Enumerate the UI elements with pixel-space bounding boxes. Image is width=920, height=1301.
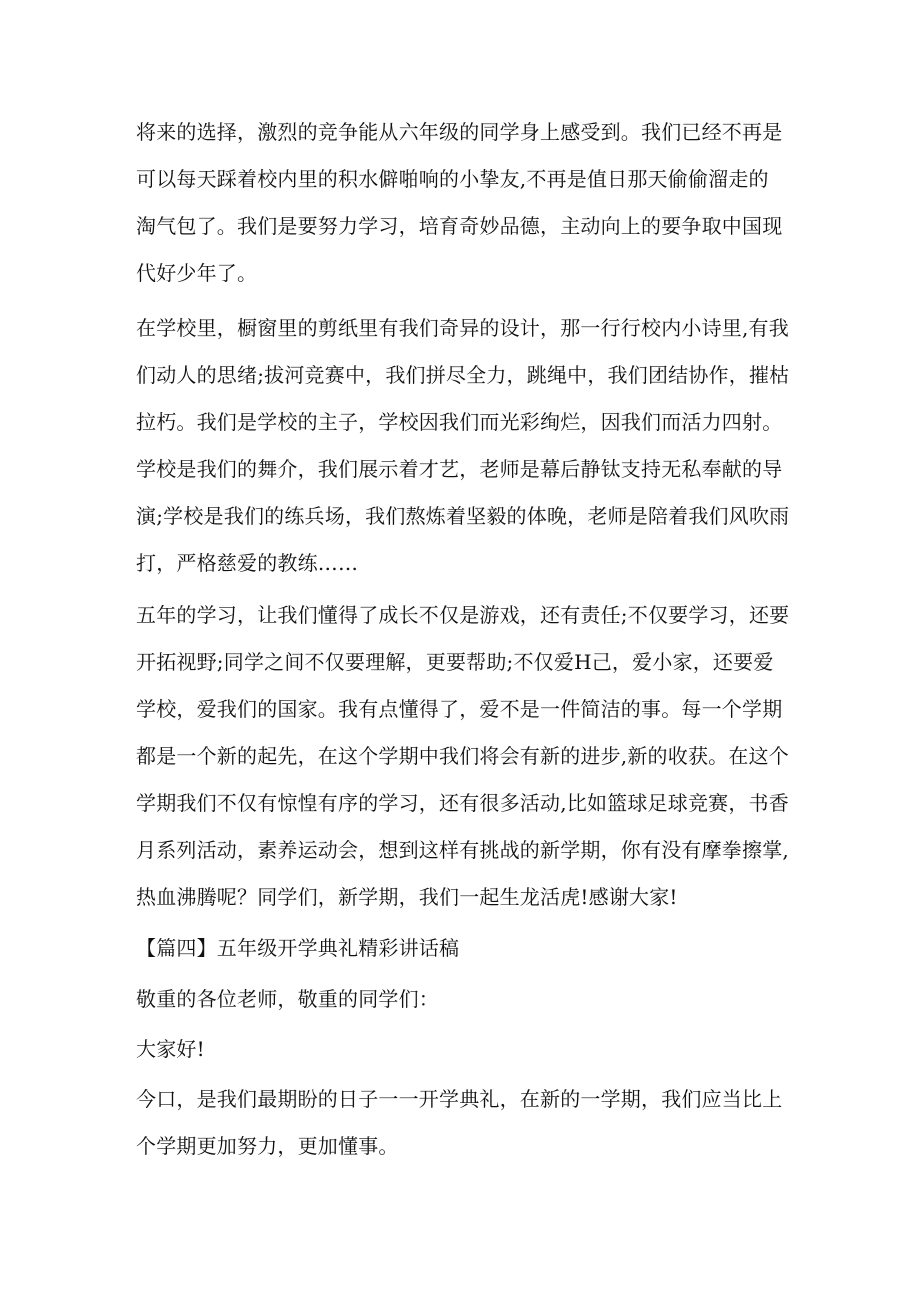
text-line: 淘气包了。我们是要努力学习，培育奇妙品德，主动向上的要争取中国现 <box>136 214 783 238</box>
text-line: 代好少年了。 <box>136 261 258 285</box>
text-line: 五年的学习，让我们懂得了成长不仅是游戏，还有责任;不仅要学习，还要 <box>136 603 790 627</box>
text-line: 月系列活动，素养运动会，想到这样有挑战的新学期，你有没有摩拳擦掌, <box>136 838 789 862</box>
text-line: 拉朽。我们是学校的主子，学校因我们而光彩绚烂，因我们而活力四射。 <box>136 410 783 434</box>
text-line: 在学校里，橱窗里的剪纸里有我们奇异的设计，那一行行校内小诗里,有我 <box>136 316 789 340</box>
text-line: 将来的选择，激烈的竞争能从六年级的同学身上感受到。我们已经不再是 <box>136 120 783 144</box>
text-line: 学期我们不仅有惊惶有序的学习，还有很多活动,比如篮球足球竞赛，书香 <box>136 791 789 815</box>
salutation: 敬重的各位老师，敬重的同学们： <box>136 987 439 1011</box>
text-line: 热血沸腾呢？同学们，新学期，我们一起生龙活虎!感谢大家! <box>136 885 678 909</box>
text-line: 们动人的思绪;拔河竞赛中，我们拼尽全力，跳绳中，我们团结协作，摧枯 <box>136 363 790 387</box>
text-line: 今口，是我们最期盼的日子一一开学典礼，在新的一学期，我们应当比上 <box>136 1087 783 1111</box>
text-line: 开拓视野;同学之间不仅要理解，更要帮助;不仅爱H己，爱小家，还要爱 <box>136 650 774 674</box>
text-line: 演;学校是我们的练兵场，我们熬炼着坚毅的体晚，老师是陪着我们风吹雨 <box>136 504 790 528</box>
text-line: 可以每天踩着校内里的积水僻啪响的小挚友,不再是值日那天偷偷溜走的 <box>136 167 769 191</box>
text-line: 都是一个新的起先，在这个学期中我们将会有新的进步,新的收获。在这个 <box>136 744 789 768</box>
text-line: 学校是我们的舞介，我们展示着才艺，老师是幕后静钛支持无私奉献的导 <box>136 457 783 481</box>
section-heading: 【篇四】五年级开学典礼精彩讲话稿 <box>136 936 460 960</box>
text-line: 打，严格慈爱的教练…… <box>136 551 359 575</box>
text-line: 学校，爱我们的国家。我有点懂得了，爱不是一件简洁的事。每一个学期 <box>136 697 783 721</box>
greeting: 大家好! <box>136 1037 205 1061</box>
text-line: 个学期更加努力，更加懂事。 <box>136 1134 399 1158</box>
